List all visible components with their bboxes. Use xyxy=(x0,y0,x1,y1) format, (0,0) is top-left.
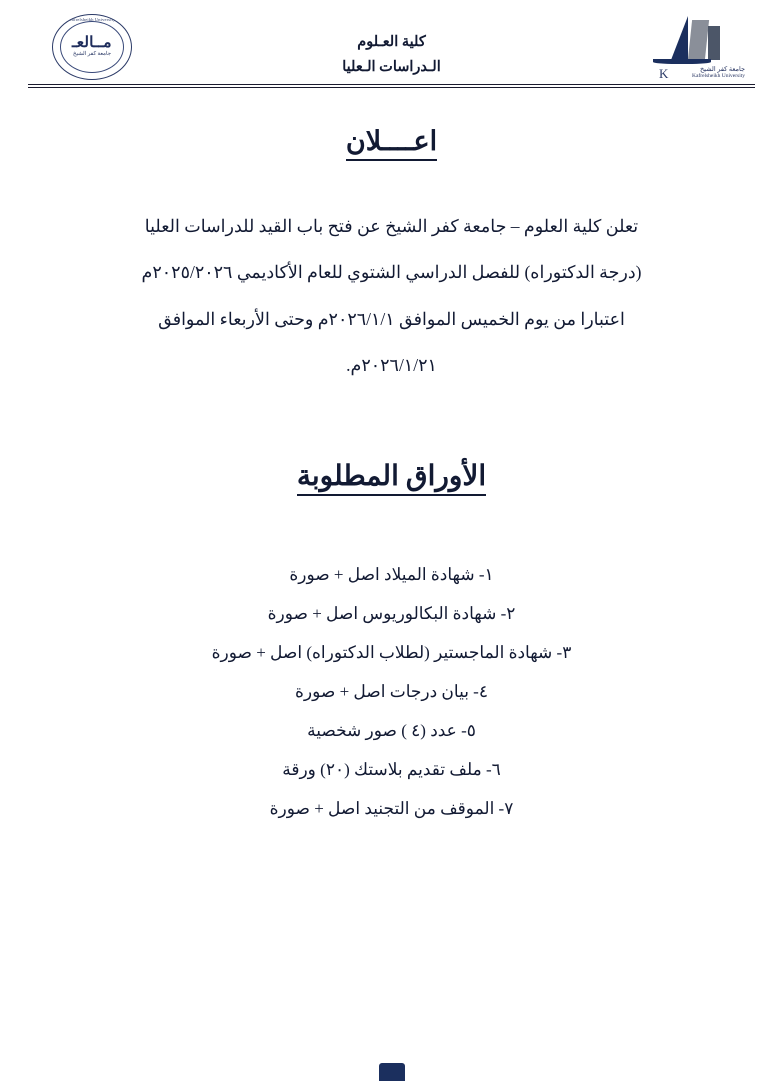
seal-top-text: Kafrelsheikh University xyxy=(68,17,116,22)
list-item: ٣- شهادة الماجستير (لطلاب الدكتوراه) اصل + صورة xyxy=(211,642,572,662)
required-papers-list xyxy=(0,555,783,829)
header-divider-thin xyxy=(28,87,755,88)
university-mark-logo xyxy=(643,14,747,86)
hull-icon xyxy=(653,59,711,64)
sail-left-icon xyxy=(671,16,688,60)
monogram-text: K xyxy=(659,66,669,81)
paragraph-line: تعلن كلية العلوم – جامعة كفر الشيخ عن فتح باب القيد للدراسات العليا xyxy=(144,216,639,236)
paragraph-line: (درجة الدكتوراه) للفصل الدراسي الشتوي للعام الأكاديمي ٢٠٢٥/٢٠٢٦م xyxy=(141,262,642,283)
announcement-body xyxy=(96,203,687,389)
mark-caption xyxy=(692,66,745,80)
list-item: ٢- شهادة البكالوريوس اصل + صورة xyxy=(267,603,516,623)
department-name: الـدراسات الـعليا xyxy=(342,59,441,76)
sail-right-icon xyxy=(708,26,720,60)
required-papers-heading-text: الأوراق المطلوبة xyxy=(297,461,486,496)
seal-arabic-mark: مــالعـ xyxy=(72,35,112,52)
footer-stamp xyxy=(0,1063,783,1081)
sail-shapes xyxy=(663,16,727,62)
mark-arabic-text: جامعة كفر الشيخ xyxy=(699,66,745,73)
announcement-title-text: اعــــلان xyxy=(346,126,437,161)
required-papers-heading xyxy=(0,459,783,493)
seal-sub-text: جامعة كفر الشيخ xyxy=(72,51,112,58)
sailboat-icon xyxy=(647,14,747,88)
list-item: ٥- عدد (٤ ) صور شخصية xyxy=(307,720,476,740)
faculty-name: كلية العـلوم xyxy=(357,34,426,50)
footer-stamp-icon xyxy=(379,1063,405,1081)
list-item: ٦- ملف تقديم بلاستك (٢٠) ورقة xyxy=(282,759,501,779)
header-titles xyxy=(140,14,643,81)
paragraph-line: اعتبارا من يوم الخميس الموافق ٢٠٢٦/١/١م وحتى الأربعاء الموافق xyxy=(158,308,625,329)
announcement-title xyxy=(0,126,783,157)
list-item: ١- شهادة الميلاد اصل + صورة xyxy=(289,564,494,584)
paragraph-line: ٢٠٢٦/١/٢١م. xyxy=(346,355,437,376)
mark-english-text: Kafrelsheikh University xyxy=(692,73,745,80)
sail-middle-icon xyxy=(688,20,709,60)
seal-icon xyxy=(52,14,132,80)
seal-inner xyxy=(60,21,124,73)
university-seal-logo xyxy=(36,14,140,86)
list-item: ٤- بيان درجات اصل + صورة xyxy=(294,681,488,701)
list-item: ٧- الموقف من التجنيد اصل + صورة xyxy=(269,799,514,819)
document-header xyxy=(0,0,783,81)
